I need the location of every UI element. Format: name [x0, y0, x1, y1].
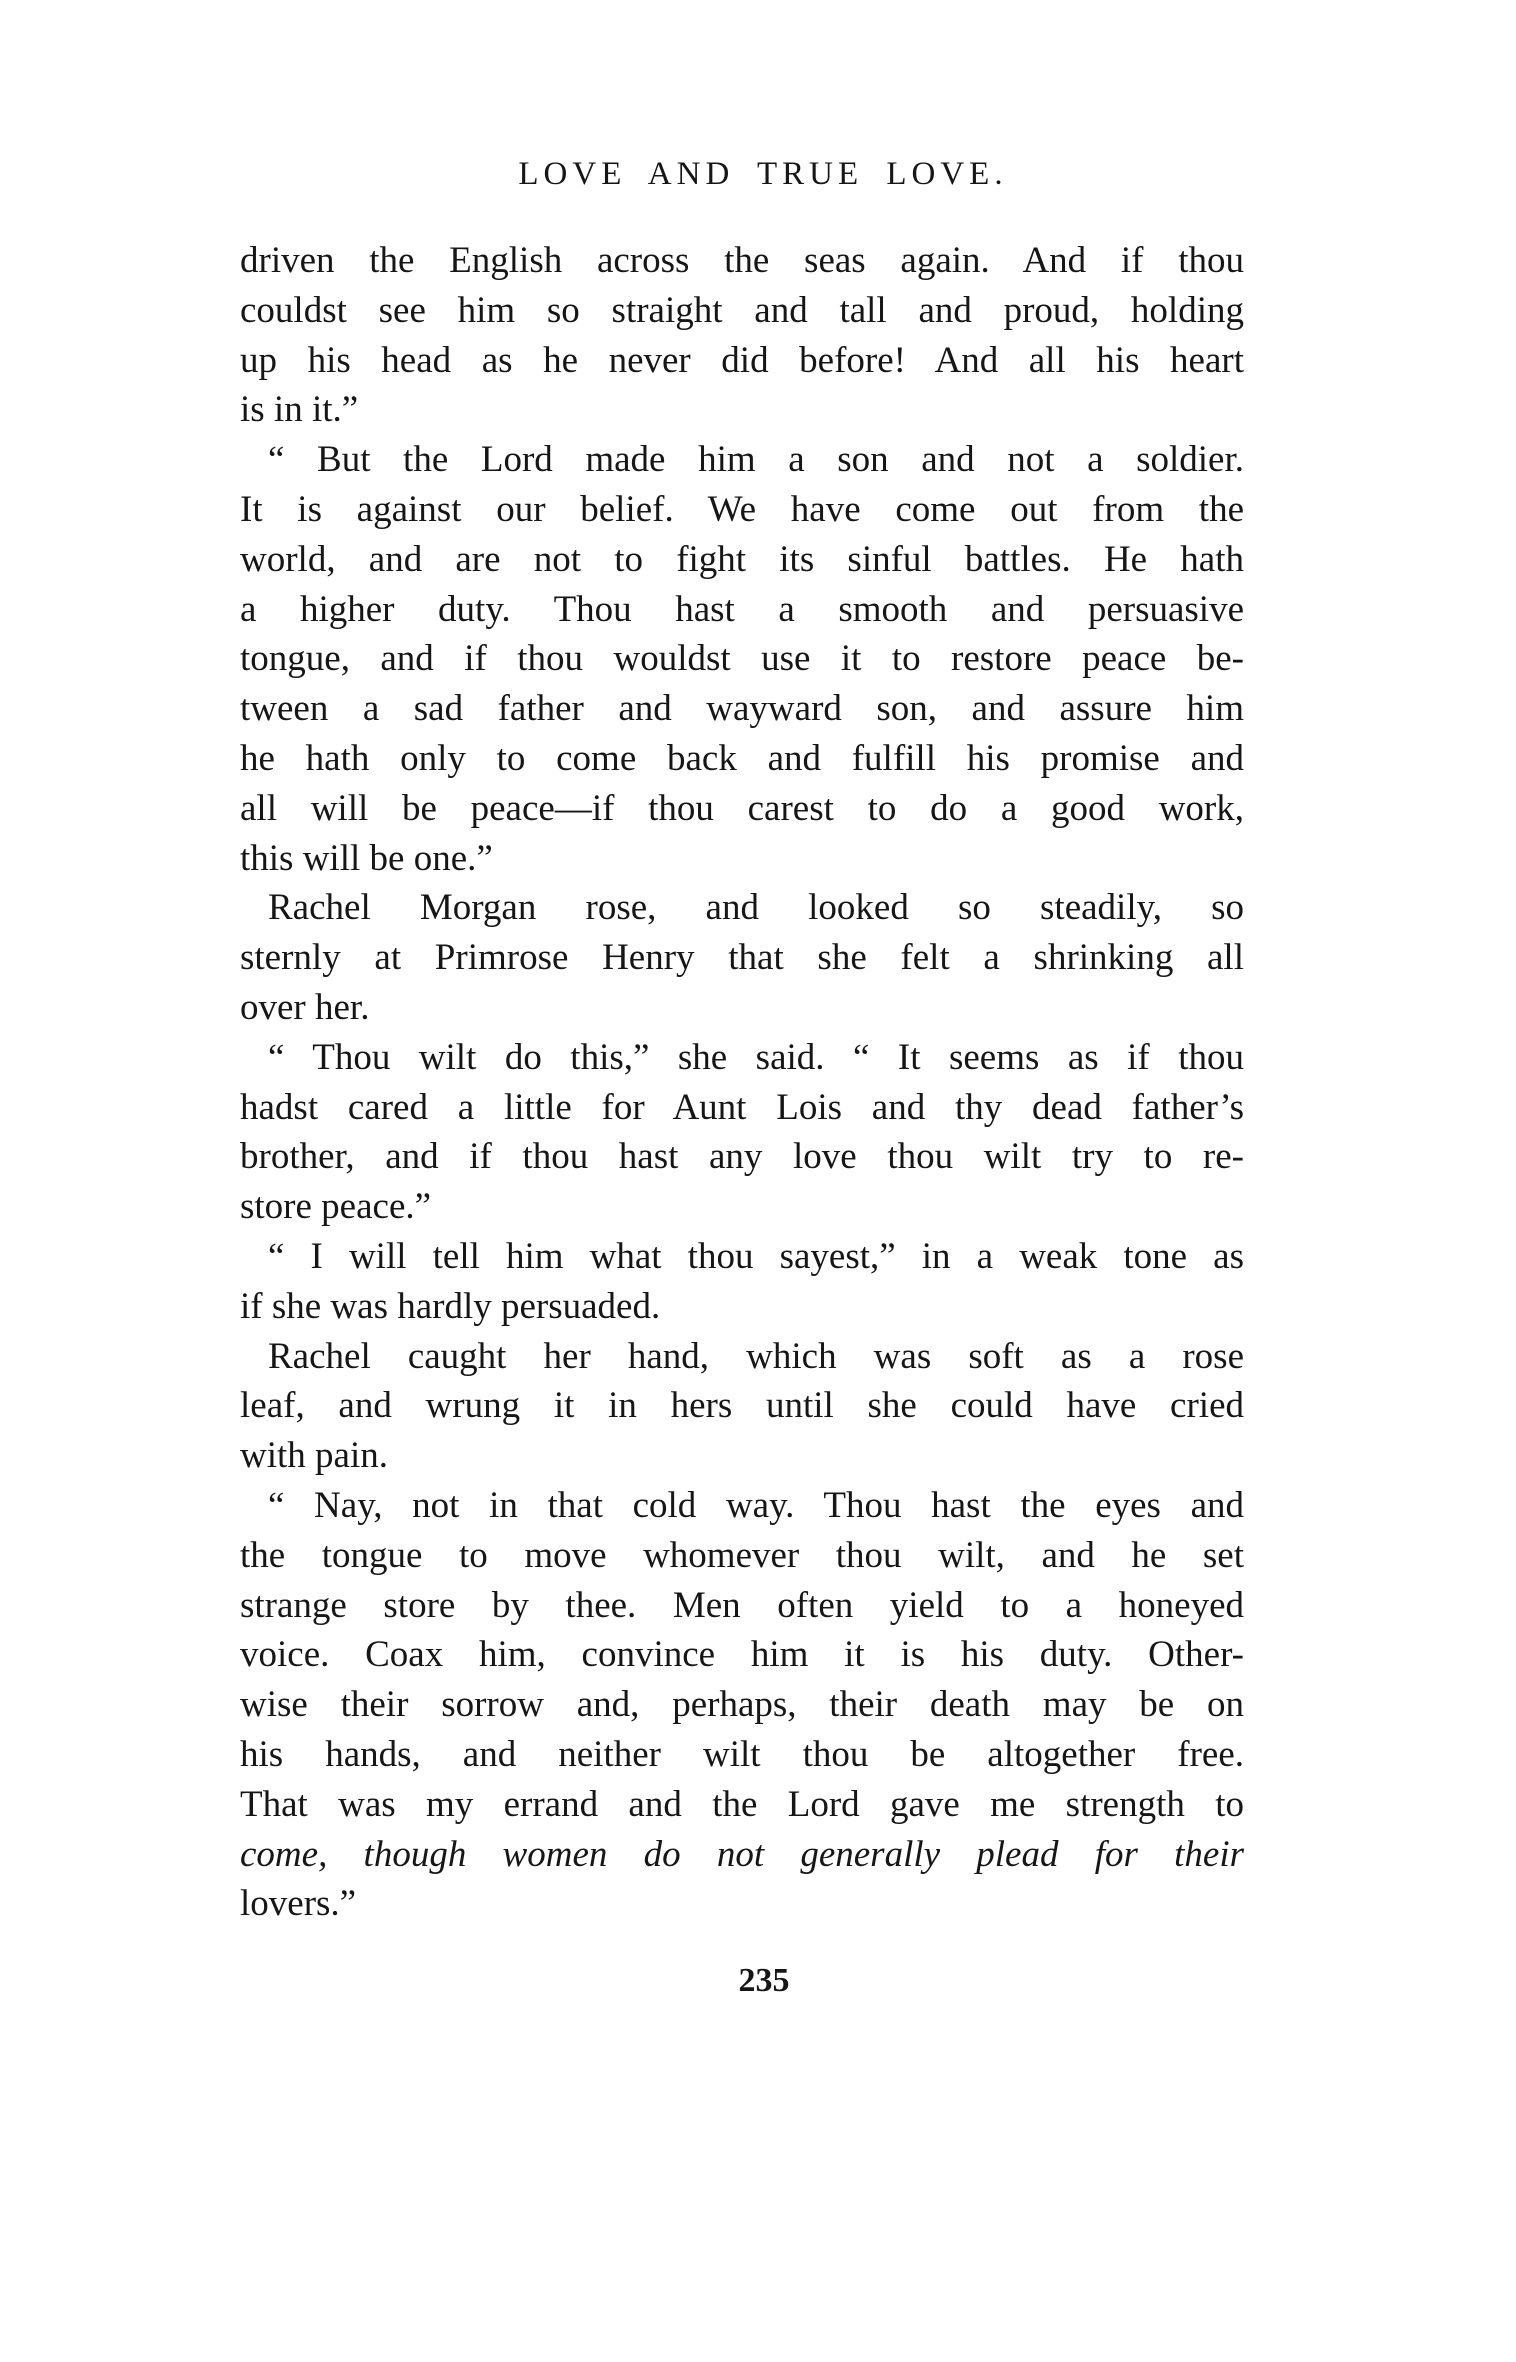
text-line: “ I will tell him what thou sayest,” in a weak tone as [268, 1235, 1244, 1277]
text-line: if she was hardly persuaded. [240, 1285, 661, 1327]
text-line: with pain. [240, 1435, 388, 1477]
text-line: tongue, and if thou wouldst use it to restore peace be- [240, 638, 1244, 680]
text-line: wise their sorrow and, perhaps, their death may be on [240, 1684, 1244, 1726]
text-line: all will be peace—if thou carest to do a good work, [240, 787, 1244, 829]
text-line: voice. Coax him, convince him it is his duty. Other- [240, 1634, 1244, 1676]
text-line: his hands, and neither wilt thou be altogether free. [240, 1733, 1244, 1775]
text-line: lovers.” [240, 1883, 357, 1925]
text-line: world, and are not to fight its sinful battles. He hath [240, 538, 1244, 580]
text-line: “ But the Lord made him a son and not a soldier. [268, 439, 1244, 481]
text-line: “ Thou wilt do this,” she said. “ It seems as if thou [268, 1036, 1244, 1078]
text-line: tween a sad father and wayward son, and assure him [240, 688, 1244, 730]
text-line: this will be one.” [240, 837, 493, 879]
text-line: hadst cared a little for Aunt Lois and thy dead father’s [240, 1086, 1244, 1128]
text-line: strange store by thee. Men often yield to a honeyed [240, 1584, 1244, 1626]
text-line: It is against our belief. We have come out from the [240, 488, 1244, 530]
text-line: up his head as he never did before! And all his heart [240, 339, 1244, 381]
text-line: come, though women do not generally plead for their [240, 1833, 1244, 1875]
text-line: “ Nay, not in that cold way. Thou hast the eyes and [268, 1484, 1244, 1526]
text-line: driven the English across the seas again. And if thou [240, 240, 1244, 281]
text-line: a higher duty. Thou hast a smooth and persuasive [240, 588, 1244, 630]
text-line: Rachel caught her hand, which was soft as a rose [268, 1335, 1244, 1377]
page-number: 235 [738, 1962, 790, 1999]
text-line: That was my errand and the Lord gave me strength to [240, 1783, 1244, 1825]
text-line: Rachel Morgan rose, and looked so steadily, so [268, 887, 1244, 929]
text-line: brother, and if thou hast any love thou wilt try to re- [240, 1136, 1244, 1178]
body-text [240, 236, 1244, 1929]
text-line: he hath only to come back and fulfill his promise and [240, 737, 1244, 779]
text-line: the tongue to move whomever thou wilt, and he set [240, 1534, 1244, 1576]
text-line: sternly at Primrose Henry that she felt a shrinking all [240, 937, 1244, 979]
text-line: over her. [240, 986, 370, 1028]
text-line: is in it.” [240, 389, 359, 431]
running-head: LOVE AND TRUE LOVE. [518, 156, 1008, 192]
text-line: couldst see him so straight and tall and proud, holding [240, 289, 1244, 331]
text-line: store peace.” [240, 1186, 432, 1228]
text-line: leaf, and wrung it in hers until she could have cried [240, 1385, 1244, 1427]
